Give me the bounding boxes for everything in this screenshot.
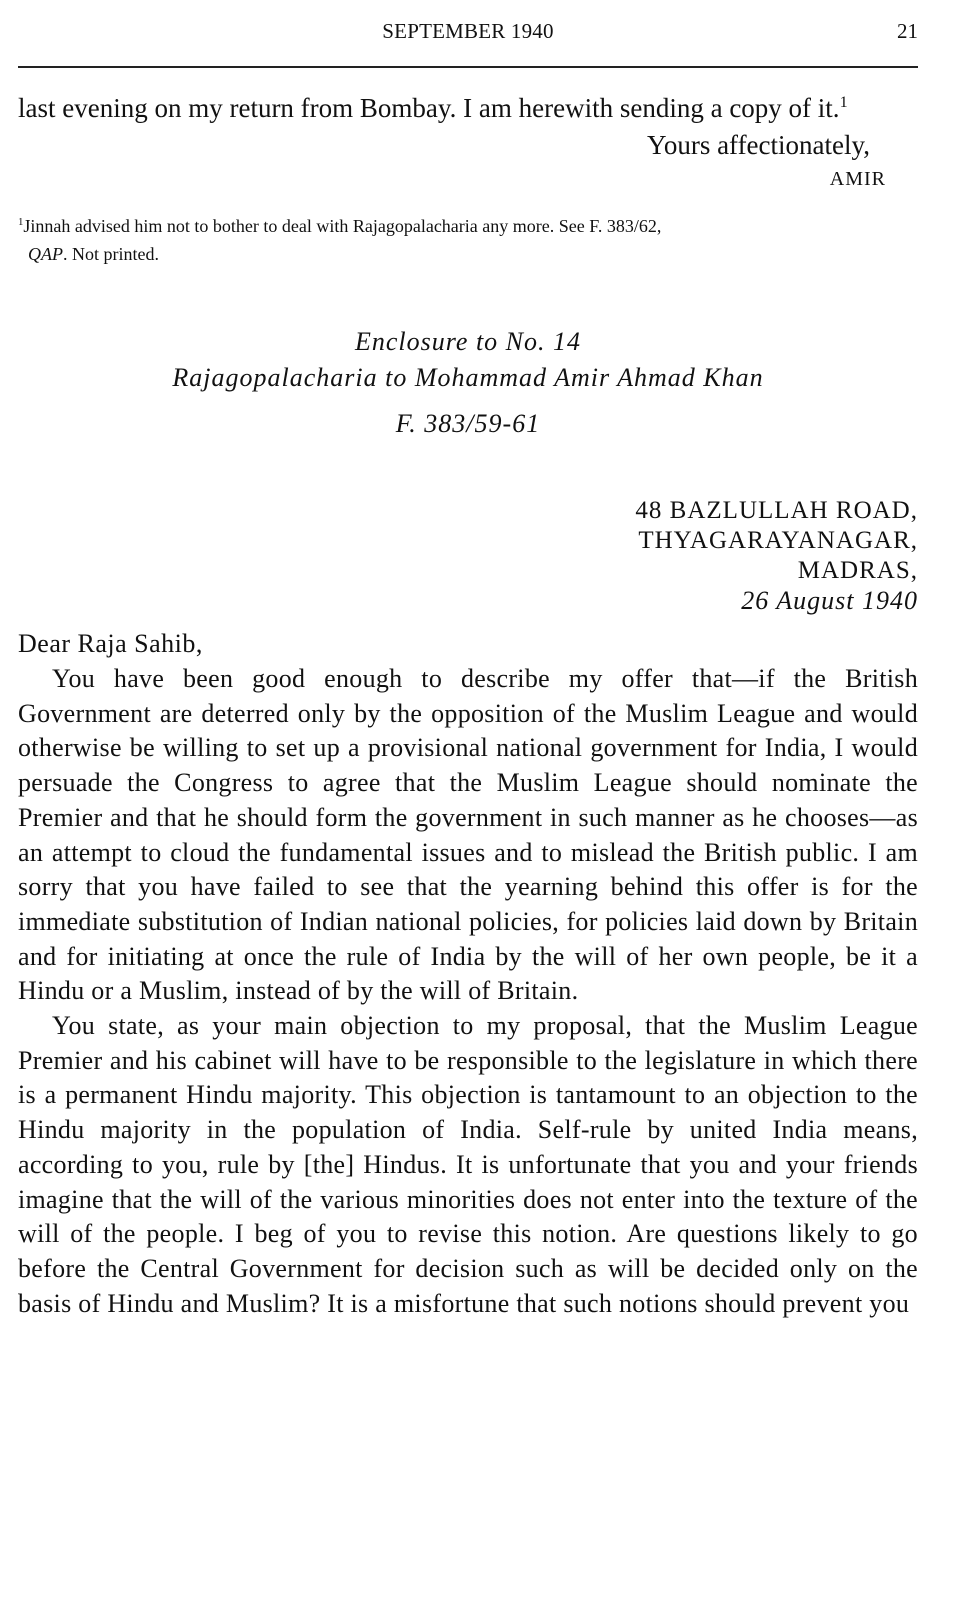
signature: AMIR — [829, 168, 886, 190]
footnote-reference: 1 — [839, 93, 848, 111]
footnote-source: QAP — [28, 244, 63, 264]
running-title: SEPTEMBER 1940 — [382, 19, 554, 43]
file-reference: F. 383/59-61 — [395, 409, 541, 438]
address-line-3: MADRAS, — [797, 557, 918, 584]
footnote-text-end: . Not printed. — [63, 244, 159, 264]
enclosure-heading — [18, 324, 918, 442]
footnote — [18, 212, 918, 268]
address-line-2: THYAGARAYANAGAR, — [638, 527, 918, 554]
sender-address — [18, 496, 918, 616]
footnote-text: Jinnah advised him not to bother to deal with Rajagopalacharia any more. See F. 383/62, — [23, 216, 662, 236]
enclosure-title: Enclosure to No. 14 — [354, 327, 582, 356]
header-rule — [18, 66, 918, 68]
letter-paragraph: You have been good enough to describe my offer that—if the British Government are deterred only by the opposition of the Muslim League and would otherwise be willing to set up a provisional national government for India, I would persuade the Congress to agree that the Muslim League should nominate the Premier and that he should form the government in such manner as he chooses—as an attempt to cloud the fundamental issues and to mislead the British public. I am sorry that you have failed to see that the yearning behind this offer is for the immediate substitution of Indian national policies, for policies laid down by Britain and for initiating at once the rule of India by the will of her own people, be it a Hindu or a Muslim, instead of by the will of Britain. — [18, 664, 918, 1006]
page-number: 21 — [897, 19, 918, 43]
running-head — [18, 14, 918, 48]
salutation: Dear Raja Sahib, — [18, 629, 203, 658]
footnote-line-2 — [18, 240, 918, 268]
letter-date: 26 August 1940 — [741, 586, 918, 615]
page-body — [18, 90, 918, 1321]
letter-paragraph: You state, as your main objection to my proposal, that the Muslim League Premier and his cabinet will have to be responsible to the legislature in which there is a permanent Hindu majority. This objection is tantamount to an objection to the Hindu majority in the population of India. Self-rule by united India means, according to you, rule by [the] Hindus. It is unfortunate that you and your friends imagine that the will of the various minorities does not enter into the texture of the will of the people. I beg of you to revise this notion. Are questions likely to go before the Central Government for decision such as will be decided only on the basis of Hindu and Muslim? It is a misfortune that such notions should prevent you — [18, 1011, 918, 1318]
enclosure-subtitle: Rajagopalacharia to Mohammad Amir Ahmad Khan — [172, 363, 764, 392]
valediction: Yours affectionately, — [647, 130, 870, 160]
address-line-1: 48 BAZLULLAH ROAD, — [635, 497, 918, 524]
footnote-marker: 1 — [18, 216, 24, 228]
letter-continuation — [18, 90, 918, 126]
continuation-text: last evening on my return from Bombay. I am herewith sending a copy of it. — [18, 93, 840, 123]
